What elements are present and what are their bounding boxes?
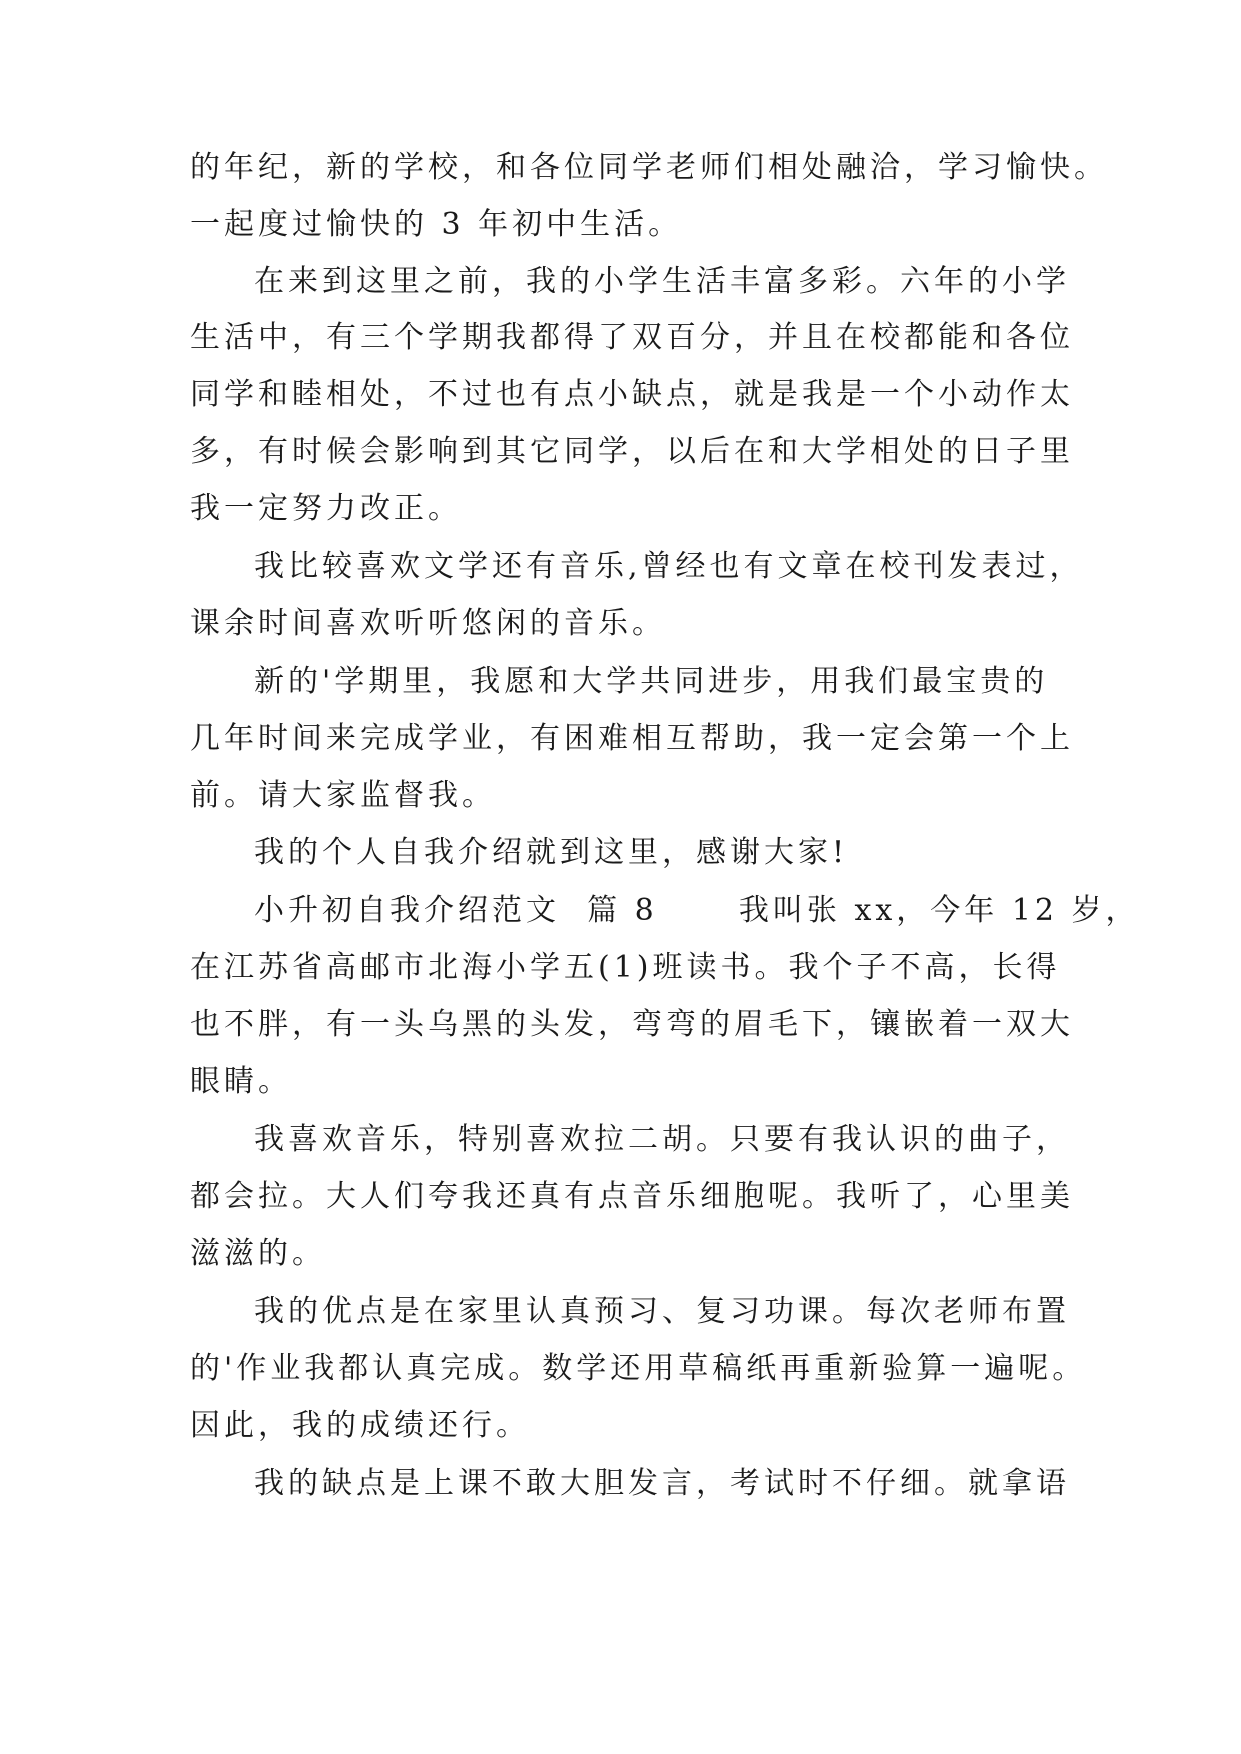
- paragraph-start: 我的缺点是上课不敢大胆发言，考试时不仔细。就拿语: [254, 1466, 1070, 1501]
- text-line: 在江苏省高邮市北海小学五(1)班读书。我个子不高，长得: [190, 950, 1061, 985]
- text-line: 同学和睦相处，不过也有点小缺点，就是我是一个小动作太: [190, 377, 1074, 412]
- text-line: 一起度过愉快的 3 年初中生活。: [190, 207, 683, 242]
- text-line: 前。请大家监督我。: [190, 778, 496, 813]
- paragraph-start: 我喜欢音乐，特别喜欢拉二胡。只要有我认识的曲子，: [254, 1122, 1070, 1157]
- paragraph-start: 我的优点是在家里认真预习、复习功课。每次老师布置: [254, 1294, 1070, 1329]
- text-line: 也不胖，有一头乌黑的头发，弯弯的眉毛下，镶嵌着一双大: [190, 1007, 1074, 1042]
- paragraph-start: 我的个人自我介绍就到这里，感谢大家!: [254, 835, 849, 870]
- text-line: 的'作业我都认真完成。数学还用草稿纸再重新验算一遍呢。: [190, 1351, 1087, 1386]
- text-line: 生活中，有三个学期我都得了双百分，并且在校都能和各位: [190, 320, 1074, 355]
- text-line: 多，有时候会影响到其它同学，以后在和大学相处的日子里: [190, 434, 1074, 469]
- section-heading-line: 小升初自我介绍范文 篇 8 我叫张 xx，今年 12 岁，: [254, 893, 1140, 928]
- paragraph-start: 在来到这里之前，我的小学生活丰富多彩。六年的小学: [254, 264, 1070, 299]
- text-line: 滋滋的。: [190, 1236, 326, 1271]
- text-line: 课余时间喜欢听听悠闲的音乐。: [190, 606, 666, 641]
- text-line: 都会拉。大人们夸我还真有点音乐细胞呢。我听了，心里美: [190, 1179, 1074, 1214]
- text-line: 眼睛。: [190, 1064, 292, 1099]
- paragraph-start: 新的'学期里，我愿和大学共同进步，用我们最宝贵的: [254, 664, 1049, 699]
- paragraph-start: 我比较喜欢文学还有音乐,曾经也有文章在校刊发表过，: [254, 549, 1084, 584]
- text-line: 因此，我的成绩还行。: [190, 1408, 530, 1443]
- text-line: 我一定努力改正。: [190, 491, 462, 526]
- text-line: 的年纪，新的学校，和各位同学老师们相处融洽，学习愉快。: [190, 150, 1108, 185]
- text-line: 几年时间来完成学业，有困难相互帮助，我一定会第一个上: [190, 721, 1074, 756]
